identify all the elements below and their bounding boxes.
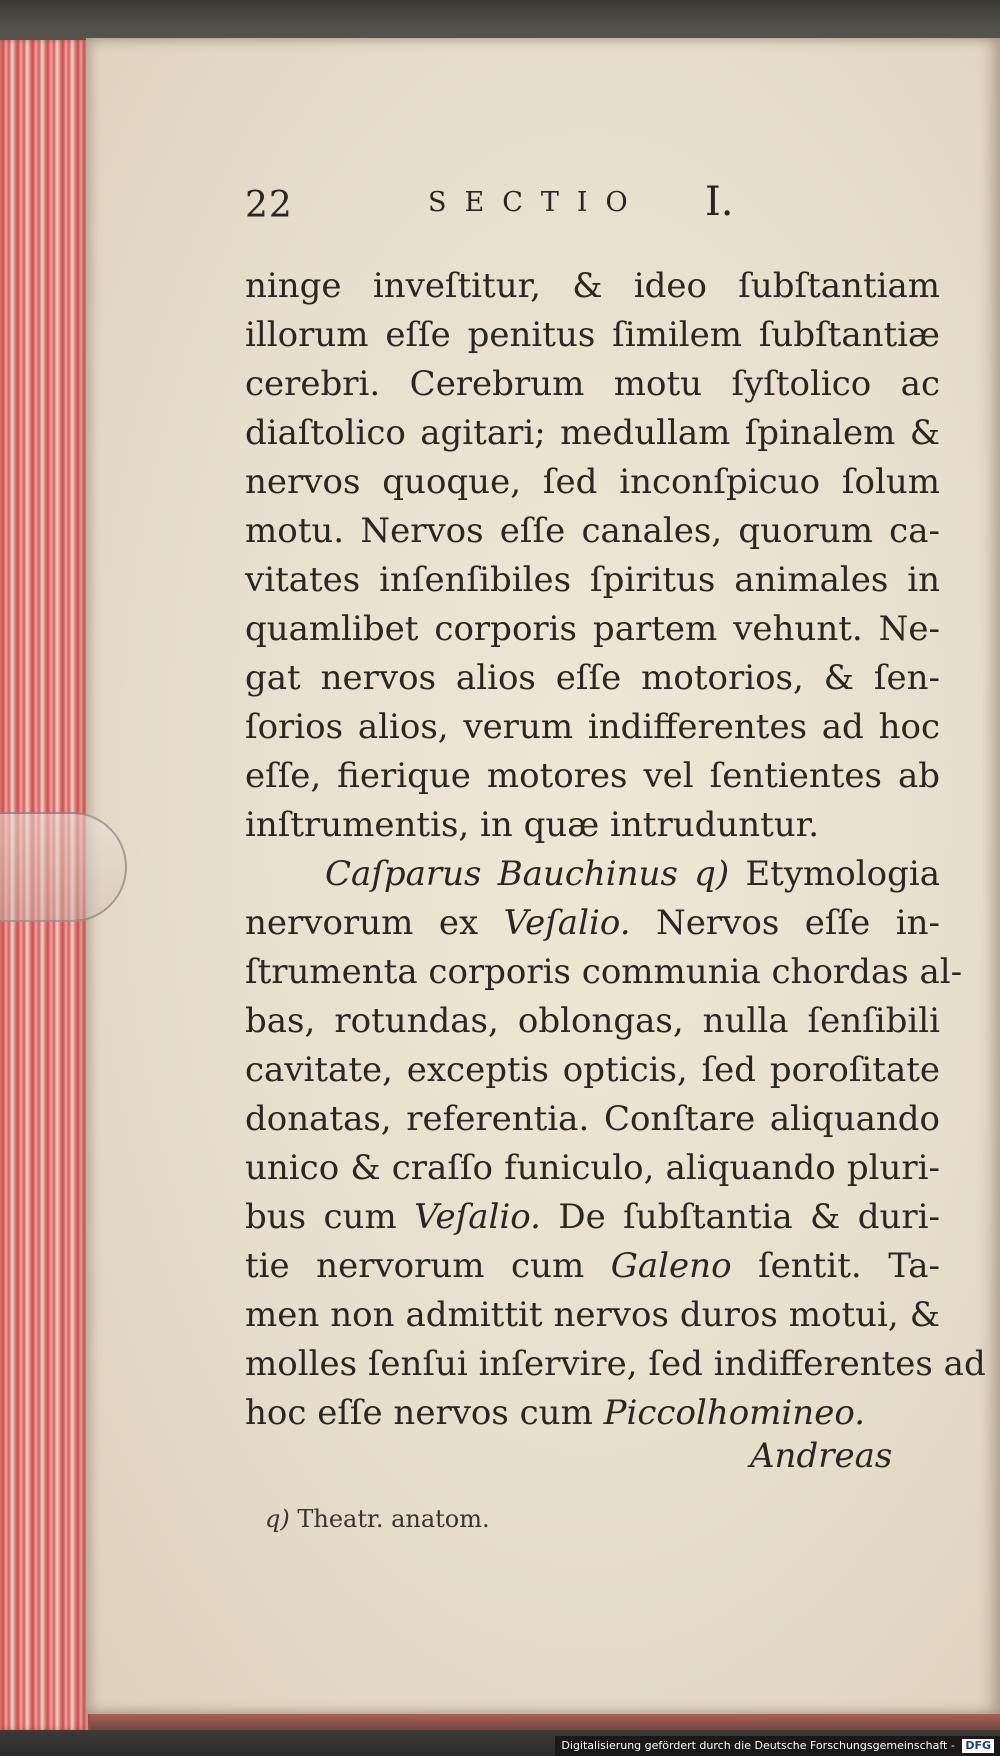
line-text: Nervos eſſe in- xyxy=(656,903,940,943)
running-head: SECTIO xyxy=(428,187,646,218)
text-line: quamlibet corporis partem vehunt. Ne- xyxy=(245,609,940,649)
text-line xyxy=(245,1242,940,1291)
line-text: Etymologia xyxy=(745,854,940,894)
catchword: Andreas xyxy=(750,1436,893,1476)
line-text: tie nervorum cum xyxy=(245,1246,585,1286)
line-text: De ſubſtantia & duri- xyxy=(558,1197,941,1237)
author-name: Caſparus Bauchinus xyxy=(325,854,678,894)
page-header xyxy=(245,179,765,235)
line-text: ſentit. Ta- xyxy=(758,1246,941,1286)
thumb-overlay xyxy=(0,812,127,922)
line-text: bus cum xyxy=(245,1197,397,1237)
line-text: hoc eſſe nervos cum xyxy=(245,1393,593,1433)
text-line xyxy=(245,1389,940,1438)
text-line: molles ſenſui inſervire, ſed indifferentes ad xyxy=(245,1344,986,1384)
body-text xyxy=(245,262,986,1438)
line-text: nervorum ex xyxy=(245,903,479,943)
credit-text: Digitalisierung gefördert durch die Deutsche Forschungsgemeinschaft - xyxy=(561,1739,955,1752)
footnote-ref: q) xyxy=(694,854,730,894)
digitization-credit xyxy=(555,1736,1000,1756)
running-head-numeral: I. xyxy=(705,179,734,225)
author-name: Piccolhomineo. xyxy=(603,1393,865,1433)
author-name: Galeno xyxy=(610,1246,732,1286)
text-line: ninge inveſtitur, & ideo ſubſtantiam xyxy=(245,266,940,306)
page-number: 22 xyxy=(245,185,293,226)
footnote xyxy=(265,1505,490,1533)
author-name: Veſalio. xyxy=(503,903,631,943)
text-line xyxy=(245,1193,940,1242)
text-line: motu. Nervos eſſe canales, quorum ca- xyxy=(245,511,940,551)
text-line xyxy=(245,850,940,899)
text-line: nervos quoque, ſed inconſpicuo ſolum xyxy=(245,462,940,502)
text-line xyxy=(245,899,940,948)
text-line: donatas, referentia. Conſtare aliquando xyxy=(245,1099,940,1139)
text-line: bas, rotundas, oblongas, nulla ſenſibili xyxy=(245,1001,940,1041)
text-line: illorum eſſe penitus ſimilem ſubſtantiæ xyxy=(245,315,940,355)
footnote-mark: q) xyxy=(265,1505,290,1533)
author-name: Veſalio. xyxy=(414,1197,541,1237)
dfg-logo: DFG xyxy=(962,1739,994,1753)
footnote-text: Theatr. anatom. xyxy=(297,1505,490,1533)
text-line: cavitate, exceptis opticis, ſed poroſitate xyxy=(245,1050,940,1090)
text-line: vitates inſenſibiles ſpiritus animales in xyxy=(245,560,940,600)
text-line: eſſe, fierique motores vel ſentientes ab xyxy=(245,756,940,796)
text-line: diaſtolico agitari; medullam ſpinalem & xyxy=(245,413,940,453)
text-line: ſtrumenta corporis communia chordas al- xyxy=(245,952,963,992)
text-line: unico & craſſo funiculo, aliquando pluri- xyxy=(245,1148,940,1188)
text-line: cerebri. Cerebrum motu ſyſtolico ac xyxy=(245,364,940,404)
text-line: gat nervos alios eſſe motorios, & ſen- xyxy=(245,658,940,698)
text-line: ſorios alios, verum indifferentes ad hoc xyxy=(245,707,940,747)
text-line: inſtrumentis, in quæ intruduntur. xyxy=(245,805,820,845)
text-line: men non admittit nervos duros motui, & xyxy=(245,1295,940,1335)
